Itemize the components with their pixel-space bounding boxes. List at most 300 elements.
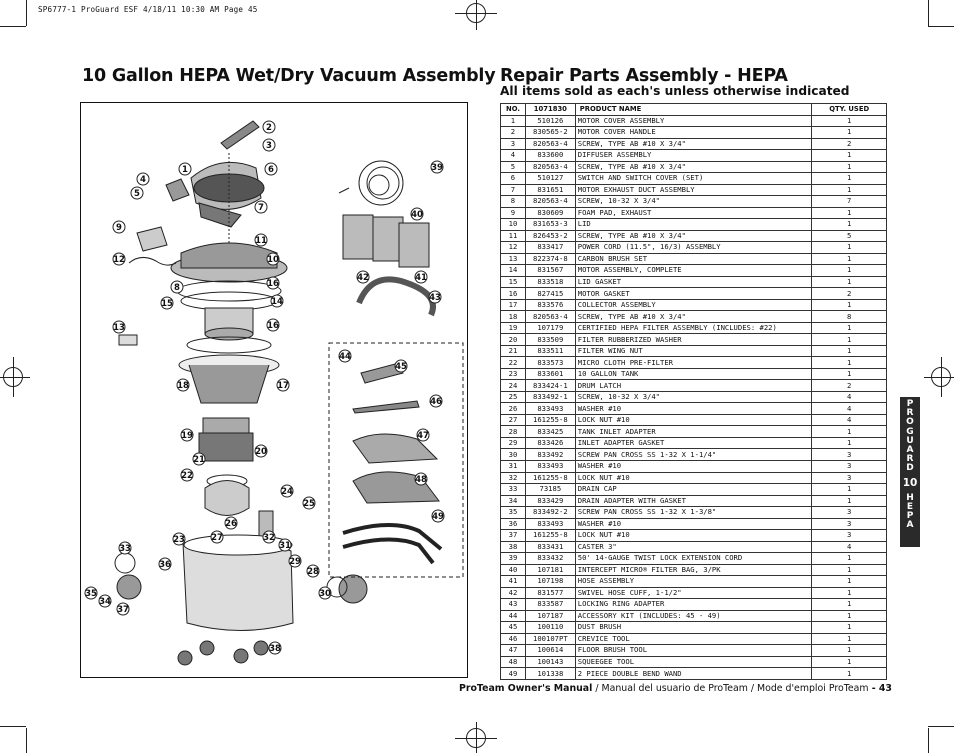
table-row [501,530,887,542]
registration-mark [924,377,954,378]
cell-part-no: 820563-4 [525,196,575,208]
table-row [501,449,887,461]
callout [279,539,291,551]
callout [429,291,441,303]
svg-text:34: 34 [99,597,111,607]
cell-part-no: 833576 [525,299,575,311]
cell-qty: 1 [812,299,887,311]
callout [265,163,277,175]
svg-text:31: 31 [279,541,291,551]
registration-mark [13,357,14,397]
side-tab-letter: R [906,408,914,419]
callout [395,360,407,372]
col-header-part: 1071830 [525,104,575,116]
svg-text:2: 2 [266,123,272,133]
cell-qty: 3 [812,460,887,472]
cell-item-no: 5 [501,161,526,173]
svg-text:15: 15 [161,299,173,309]
cell-part-no: 833432 [525,553,575,565]
cell-part-no: 833511 [525,345,575,357]
crop-mark [0,726,26,727]
cell-part-no: 161255-8 [525,472,575,484]
cell-item-no: 37 [501,530,526,542]
side-tab-letter: D [906,463,914,474]
svg-text:12: 12 [113,255,125,265]
svg-text:7: 7 [258,203,264,213]
cell-part-no: 831651 [525,184,575,196]
callout [430,395,442,407]
table-body [501,115,887,679]
cell-item-no: 8 [501,196,526,208]
cell-qty: 1 [812,599,887,611]
cell-product-name: HOSE ASSEMBLY [575,576,812,588]
cell-part-no: 510127 [525,173,575,185]
callout [431,161,443,173]
cell-qty: 1 [812,357,887,369]
footer-separator: / [747,683,757,694]
cell-part-no: 822374-8 [525,253,575,265]
cell-part-no: 833518 [525,276,575,288]
cell-part-no: 107187 [525,610,575,622]
cell-qty: 2 [812,380,887,392]
svg-text:11: 11 [255,236,267,246]
callout [85,587,97,599]
cell-item-no: 42 [501,587,526,599]
callout [267,319,279,331]
cell-qty: 3 [812,518,887,530]
cell-qty: 1 [812,437,887,449]
svg-text:8: 8 [174,283,180,293]
registration-mark [476,0,477,30]
cell-product-name: DIFFUSER ASSEMBLY [575,150,812,162]
cell-item-no: 12 [501,242,526,254]
svg-text:17: 17 [277,381,289,391]
cell-qty: 1 [812,253,887,265]
crop-mark [0,26,26,27]
side-tab-letter: 10 [902,476,918,489]
side-tab-letter: A [906,520,914,531]
cell-qty: 1 [812,184,887,196]
cell-qty: 1 [812,207,887,219]
svg-text:44: 44 [339,352,351,362]
table-row [501,599,887,611]
cell-qty: 1 [812,668,887,680]
cell-qty: 1 [812,334,887,346]
cell-qty: 1 [812,495,887,507]
callout [255,201,267,213]
table-row [501,207,887,219]
callout [417,429,429,441]
cell-item-no: 34 [501,495,526,507]
svg-text:13: 13 [113,323,125,333]
table-row [501,219,887,231]
cell-product-name: CASTER 3" [575,541,812,553]
cell-qty: 1 [812,242,887,254]
callout [181,429,193,441]
cell-part-no: 833587 [525,599,575,611]
cell-product-name: WASHER #10 [575,403,812,415]
callout [137,173,149,185]
cell-product-name: CERTIFIED HEPA FILTER ASSEMBLY (INCLUDES: #22) [575,322,812,334]
table-header-row [501,104,887,116]
cell-item-no: 45 [501,622,526,634]
cell-part-no: 833492-1 [525,391,575,403]
cell-part-no: 73185 [525,484,575,496]
cell-product-name: POWER CORD (11.5", 16/3) ASSEMBLY [575,242,812,254]
cell-item-no: 23 [501,368,526,380]
callout [307,565,319,577]
cell-part-no: 101338 [525,668,575,680]
cell-product-name: DRAIN ADAPTER WITH GASKET [575,495,812,507]
callout [267,253,279,265]
cell-product-name: TANK INLET ADAPTER [575,426,812,438]
table-row [501,668,887,680]
side-tab-letter: R [906,454,914,465]
col-header-qty: QTY. USED [812,104,887,116]
svg-text:41: 41 [415,273,427,283]
table-row [501,518,887,530]
cell-product-name: INLET ADAPTER GASKET [575,437,812,449]
table-row [501,495,887,507]
callout [319,587,331,599]
cell-item-no: 49 [501,668,526,680]
cell-part-no: 830609 [525,207,575,219]
table-row [501,610,887,622]
cell-product-name: FILTER WING NUT [575,345,812,357]
callout [432,510,444,522]
svg-text:28: 28 [307,567,319,577]
cell-part-no: 820563-4 [525,161,575,173]
svg-text:30: 30 [319,589,331,599]
cell-part-no: 100143 [525,656,575,668]
callout [263,139,275,151]
svg-text:46: 46 [430,397,442,407]
cell-item-no: 3 [501,138,526,150]
cell-product-name: CARBON BRUSH SET [575,253,812,265]
side-tab-letter: O [906,417,914,428]
cell-item-no: 28 [501,426,526,438]
table-row [501,472,887,484]
cell-item-no: 17 [501,299,526,311]
cell-item-no: 41 [501,576,526,588]
cell-part-no: 833573 [525,357,575,369]
footer-manual-en: ProTeam Owner's Manual [459,683,593,694]
cell-item-no: 6 [501,173,526,185]
cell-product-name: WASHER #10 [575,518,812,530]
cell-item-no: 7 [501,184,526,196]
cell-item-no: 29 [501,437,526,449]
cell-qty: 1 [812,656,887,668]
cell-qty: 4 [812,541,887,553]
table-row [501,541,887,553]
cell-qty: 1 [812,564,887,576]
callout [255,234,267,246]
cell-item-no: 2 [501,127,526,139]
svg-text:25: 25 [303,499,315,509]
cell-product-name: SWITCH AND SWITCH COVER (SET) [575,173,812,185]
cell-item-no: 13 [501,253,526,265]
cell-item-no: 36 [501,518,526,530]
cell-product-name: FILTER RUBBERIZED WASHER [575,334,812,346]
cell-product-name: MOTOR GASKET [575,288,812,300]
side-tab-letter: H [906,492,914,503]
svg-text:35: 35 [85,589,97,599]
callout [113,221,125,233]
callout [113,253,125,265]
page-title-right: Repair Parts Assembly - HEPA [500,66,788,86]
callout [171,281,183,293]
cell-item-no: 22 [501,357,526,369]
cell-product-name: MOTOR EXHAUST DUCT ASSEMBLY [575,184,812,196]
cell-part-no: 833426 [525,437,575,449]
cell-item-no: 31 [501,460,526,472]
cell-part-no: 833493 [525,518,575,530]
side-tab-letter: E [906,502,914,513]
cell-item-no: 44 [501,610,526,622]
callout [277,379,289,391]
svg-text:4: 4 [140,175,146,185]
cell-qty: 1 [812,219,887,231]
registration-mark [476,722,477,753]
table-row [501,322,887,334]
cell-product-name: MICRO CLOTH PRE-FILTER [575,357,812,369]
cell-qty: 2 [812,288,887,300]
cell-item-no: 1 [501,115,526,127]
crop-mark [928,726,954,727]
svg-text:22: 22 [181,471,193,481]
cell-item-no: 18 [501,311,526,323]
callout [159,558,171,570]
cell-item-no: 20 [501,334,526,346]
callout [263,531,275,543]
cell-part-no: 161255-8 [525,414,575,426]
svg-text:42: 42 [357,273,369,283]
table-row [501,357,887,369]
callout [181,469,193,481]
cell-qty: 1 [812,645,887,657]
table-row [501,633,887,645]
table-row [501,334,887,346]
col-header-no: NO. [501,104,526,116]
table-row [501,196,887,208]
table-row [501,564,887,576]
cell-qty: 2 [812,138,887,150]
callout [411,208,423,220]
cell-product-name: LOCK NUT #10 [575,472,812,484]
page-number: 43 [878,683,892,694]
table-row [501,265,887,277]
cell-qty: 4 [812,391,887,403]
cell-part-no: 831653-3 [525,219,575,231]
cell-part-no: 833424-1 [525,380,575,392]
callout [415,271,427,283]
cell-product-name: FLOOR BRUSH TOOL [575,645,812,657]
cell-item-no: 4 [501,150,526,162]
callout [269,642,281,654]
exploded-assembly-diagram [80,102,468,678]
table-row [501,426,887,438]
svg-text:39: 39 [431,163,443,173]
cell-part-no: 830565-2 [525,127,575,139]
cell-product-name: SCREW PAN CROSS SS 1-32 X 1-1/4" [575,449,812,461]
cell-product-name: SWIVEL HOSE CUFF, 1-1/2" [575,587,812,599]
table-row [501,645,887,657]
cell-item-no: 11 [501,230,526,242]
cell-part-no: 833425 [525,426,575,438]
cell-qty: 1 [812,161,887,173]
table-row [501,230,887,242]
crop-mark [928,0,929,26]
cell-product-name: SQUEEGEE TOOL [575,656,812,668]
table-row [501,368,887,380]
cell-product-name: 10 GALLON TANK [575,368,812,380]
svg-text:16: 16 [267,321,279,331]
cell-item-no: 39 [501,553,526,565]
cell-part-no: 833429 [525,495,575,507]
cell-qty: 3 [812,472,887,484]
cell-qty: 1 [812,426,887,438]
cell-product-name: MOTOR COVER HANDLE [575,127,812,139]
side-tab-letter: P [906,399,914,409]
cell-part-no: 827415 [525,288,575,300]
cell-part-no: 833509 [525,334,575,346]
cell-qty: 1 [812,345,887,357]
cell-part-no: 833492 [525,449,575,461]
table-row [501,553,887,565]
svg-text:36: 36 [159,560,171,570]
cell-product-name: ACCESSORY KIT (INCLUDES: 45 - 49) [575,610,812,622]
callout [179,163,191,175]
cell-qty: 1 [812,587,887,599]
table-row [501,484,887,496]
cell-part-no: 833417 [525,242,575,254]
cell-product-name: INTERCEPT MICRO® FILTER BAG, 3/PK [575,564,812,576]
cell-part-no: 831567 [525,265,575,277]
cell-product-name: SCREW, 10-32 X 3/4" [575,391,812,403]
crop-mark [26,728,27,753]
svg-text:6: 6 [268,165,274,175]
cell-item-no: 30 [501,449,526,461]
table-row [501,288,887,300]
table-row [501,587,887,599]
table-row [501,253,887,265]
cell-part-no: 833601 [525,368,575,380]
table-row [501,507,887,519]
table-row [501,437,887,449]
cell-product-name: LOCK NUT #10 [575,530,812,542]
table-row [501,115,887,127]
table-row [501,656,887,668]
callout [271,295,283,307]
svg-text:20: 20 [255,447,267,457]
cell-qty: 1 [812,265,887,277]
cell-qty: 4 [812,414,887,426]
cell-part-no: 833493 [525,403,575,415]
callout [131,187,143,199]
cell-product-name: SCREW PAN CROSS SS 1-32 X 1-3/8" [575,507,812,519]
svg-text:21: 21 [193,455,205,465]
cell-product-name: FOAM PAD, EXHAUST [575,207,812,219]
side-tab-letter: G [906,426,914,437]
callout [289,555,301,567]
page-subtitle: All items sold as each's unless otherwise indicated [500,84,850,98]
cell-part-no: 100107PT [525,633,575,645]
callout [119,542,131,554]
diagram-drawing [81,103,469,679]
callout [255,445,267,457]
cell-qty: 4 [812,403,887,415]
svg-text:45: 45 [395,362,407,372]
footer-manual-es: Manual del usuario de ProTeam [601,683,748,694]
page-footer [459,683,892,694]
side-tab-letter: P [906,511,914,522]
cell-qty: 1 [812,622,887,634]
cell-qty: 1 [812,127,887,139]
cell-item-no: 14 [501,265,526,277]
cell-product-name: CREVICE TOOL [575,633,812,645]
svg-text:10: 10 [267,255,279,265]
cell-product-name: LID [575,219,812,231]
cell-item-no: 26 [501,403,526,415]
cell-qty: 1 [812,276,887,288]
cell-item-no: 27 [501,414,526,426]
footer-manual-fr: Mode d'emploi ProTeam [757,683,869,694]
cell-part-no: 833600 [525,150,575,162]
callout [177,379,189,391]
cell-item-no: 10 [501,219,526,231]
table-row [501,173,887,185]
table-row [501,138,887,150]
callout [193,453,205,465]
footer-dash: - [868,683,879,694]
cell-item-no: 40 [501,564,526,576]
callout [303,497,315,509]
callout [117,603,129,615]
cell-product-name: DRAIN CAP [575,484,812,496]
svg-text:40: 40 [411,210,423,220]
table-row [501,311,887,323]
cell-item-no: 21 [501,345,526,357]
svg-text:27: 27 [211,533,223,543]
table-row [501,242,887,254]
cell-item-no: 9 [501,207,526,219]
callout [357,271,369,283]
table-row [501,391,887,403]
cell-product-name: WASHER #10 [575,460,812,472]
svg-text:19: 19 [181,431,193,441]
cell-qty: 3 [812,449,887,461]
cell-product-name: COLLECTOR ASSEMBLY [575,299,812,311]
cell-item-no: 19 [501,322,526,334]
cell-product-name: 2 PIECE DOUBLE BEND WAND [575,668,812,680]
table-row [501,414,887,426]
cell-part-no: 100110 [525,622,575,634]
side-tab-letter: U [906,435,914,446]
svg-text:24: 24 [281,487,293,497]
callout [161,297,173,309]
cell-product-name: MOTOR ASSEMBLY, COMPLETE [575,265,812,277]
col-header-name: PRODUCT NAME [575,104,812,116]
crop-mark [928,26,954,27]
svg-text:14: 14 [271,297,283,307]
cell-qty: 5 [812,230,887,242]
cell-product-name: LOCK NUT #10 [575,414,812,426]
svg-text:3: 3 [266,141,272,151]
section-side-tab [900,397,920,547]
svg-text:33: 33 [119,544,131,554]
callout [263,121,275,133]
table-row [501,380,887,392]
